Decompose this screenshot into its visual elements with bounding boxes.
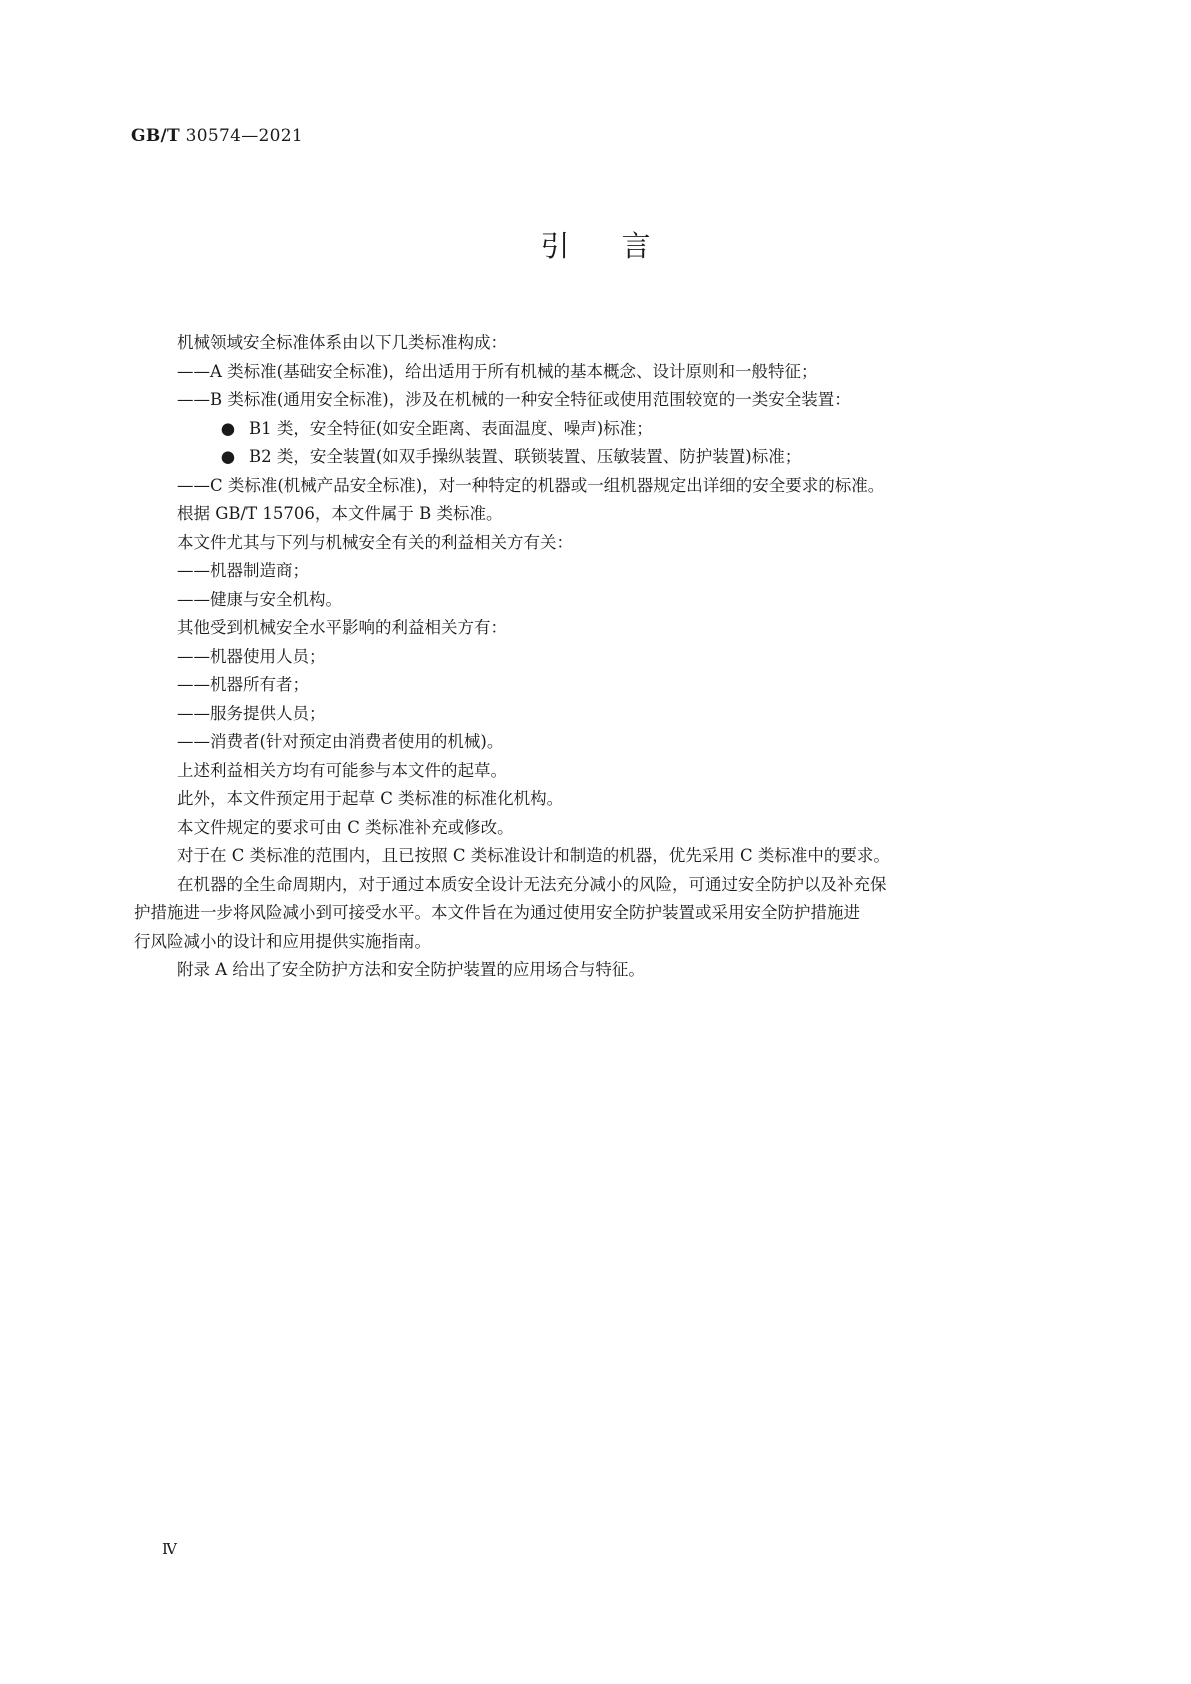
page-number: Ⅳ [162, 1540, 177, 1558]
document-header [131, 126, 303, 146]
dash-item: ——服务提供人员； [177, 703, 326, 723]
bullet-icon: ● [220, 418, 236, 438]
text-line: 其他受到机械安全水平影响的利益相关方有： [177, 618, 507, 637]
text-line: 本文件规定的要求可由 C 类标准补充或修改。 [177, 817, 514, 837]
dash-item: ——C 类标准(机械产品安全标准)，对一种特定的机器或一组机器规定出详细的安全要求的标准。 [177, 475, 885, 495]
dash-item: ——机器使用人员； [177, 646, 326, 666]
dash-item: ——消费者(针对预定由消费者使用的机械)。 [177, 732, 504, 751]
text-line: 本文件尤其与下列与机械安全有关的利益相关方有关： [177, 532, 573, 552]
dash-item: ——健康与安全机构。 [177, 589, 342, 609]
section-title: 引言 [540, 229, 703, 263]
bullet-text: B1 类，安全特征(如安全距离、表面温度、噪声)标准； [249, 418, 653, 438]
paragraph-line: 行风险减小的设计和应用提供实施指南。 [134, 931, 431, 951]
bullet-item [177, 415, 1067, 444]
text-line: 此外，本文件预定用于起草 C 类标准的标准化机构。 [177, 789, 564, 808]
dash-item: ——机器所有者； [177, 675, 309, 694]
text-line: 根据 GB/T 15706，本文件属于 B 类标准。 [177, 504, 503, 523]
dash-item: ——B 类标准(通用安全标准)，涉及在机械的一种安全特征或使用范围较宽的一类安全装置： [177, 390, 851, 409]
text-line: 附录 A 给出了安全防护方法和安全防护装置的应用场合与特征。 [177, 960, 645, 979]
paragraph-line: 在机器的全生命周期内，对于通过本质安全设计无法充分减小的风险，可通过安全防护以及补充保 [177, 874, 887, 894]
bullet-icon: ● [220, 447, 236, 466]
text-line: 上述利益相关方均有可能参与本文件的起草。 [177, 760, 507, 780]
text-line: 机械领域安全标准体系由以下几类标准构成： [177, 333, 507, 352]
standard-number: 30574—2021 [185, 126, 304, 146]
dash-item: ——机器制造商； [177, 561, 309, 580]
dash-item: ——A 类标准(基础安全标准)，给出适用于所有机械的基本概念、设计原则和一般特征； [177, 361, 818, 381]
body-text [134, 329, 1067, 985]
bullet-text: B2 类，安全装置(如双手操纵装置、联锁装置、压敏装置、防护装置)标准； [249, 447, 802, 466]
standard-code: GB/T [131, 126, 180, 146]
wrapped-paragraph [134, 871, 1067, 957]
bullet-item [177, 443, 1067, 472]
text-line: 对于在 C 类标准的范围内，且已按照 C 类标准设计和制造的机器，优先采用 C 类标准中的要求。 [177, 846, 890, 865]
paragraph-line: 护措施进一步将风险减小到可接受水平。本文件旨在为通过使用安全防护装置或采用安全防护措施进 [134, 903, 860, 922]
